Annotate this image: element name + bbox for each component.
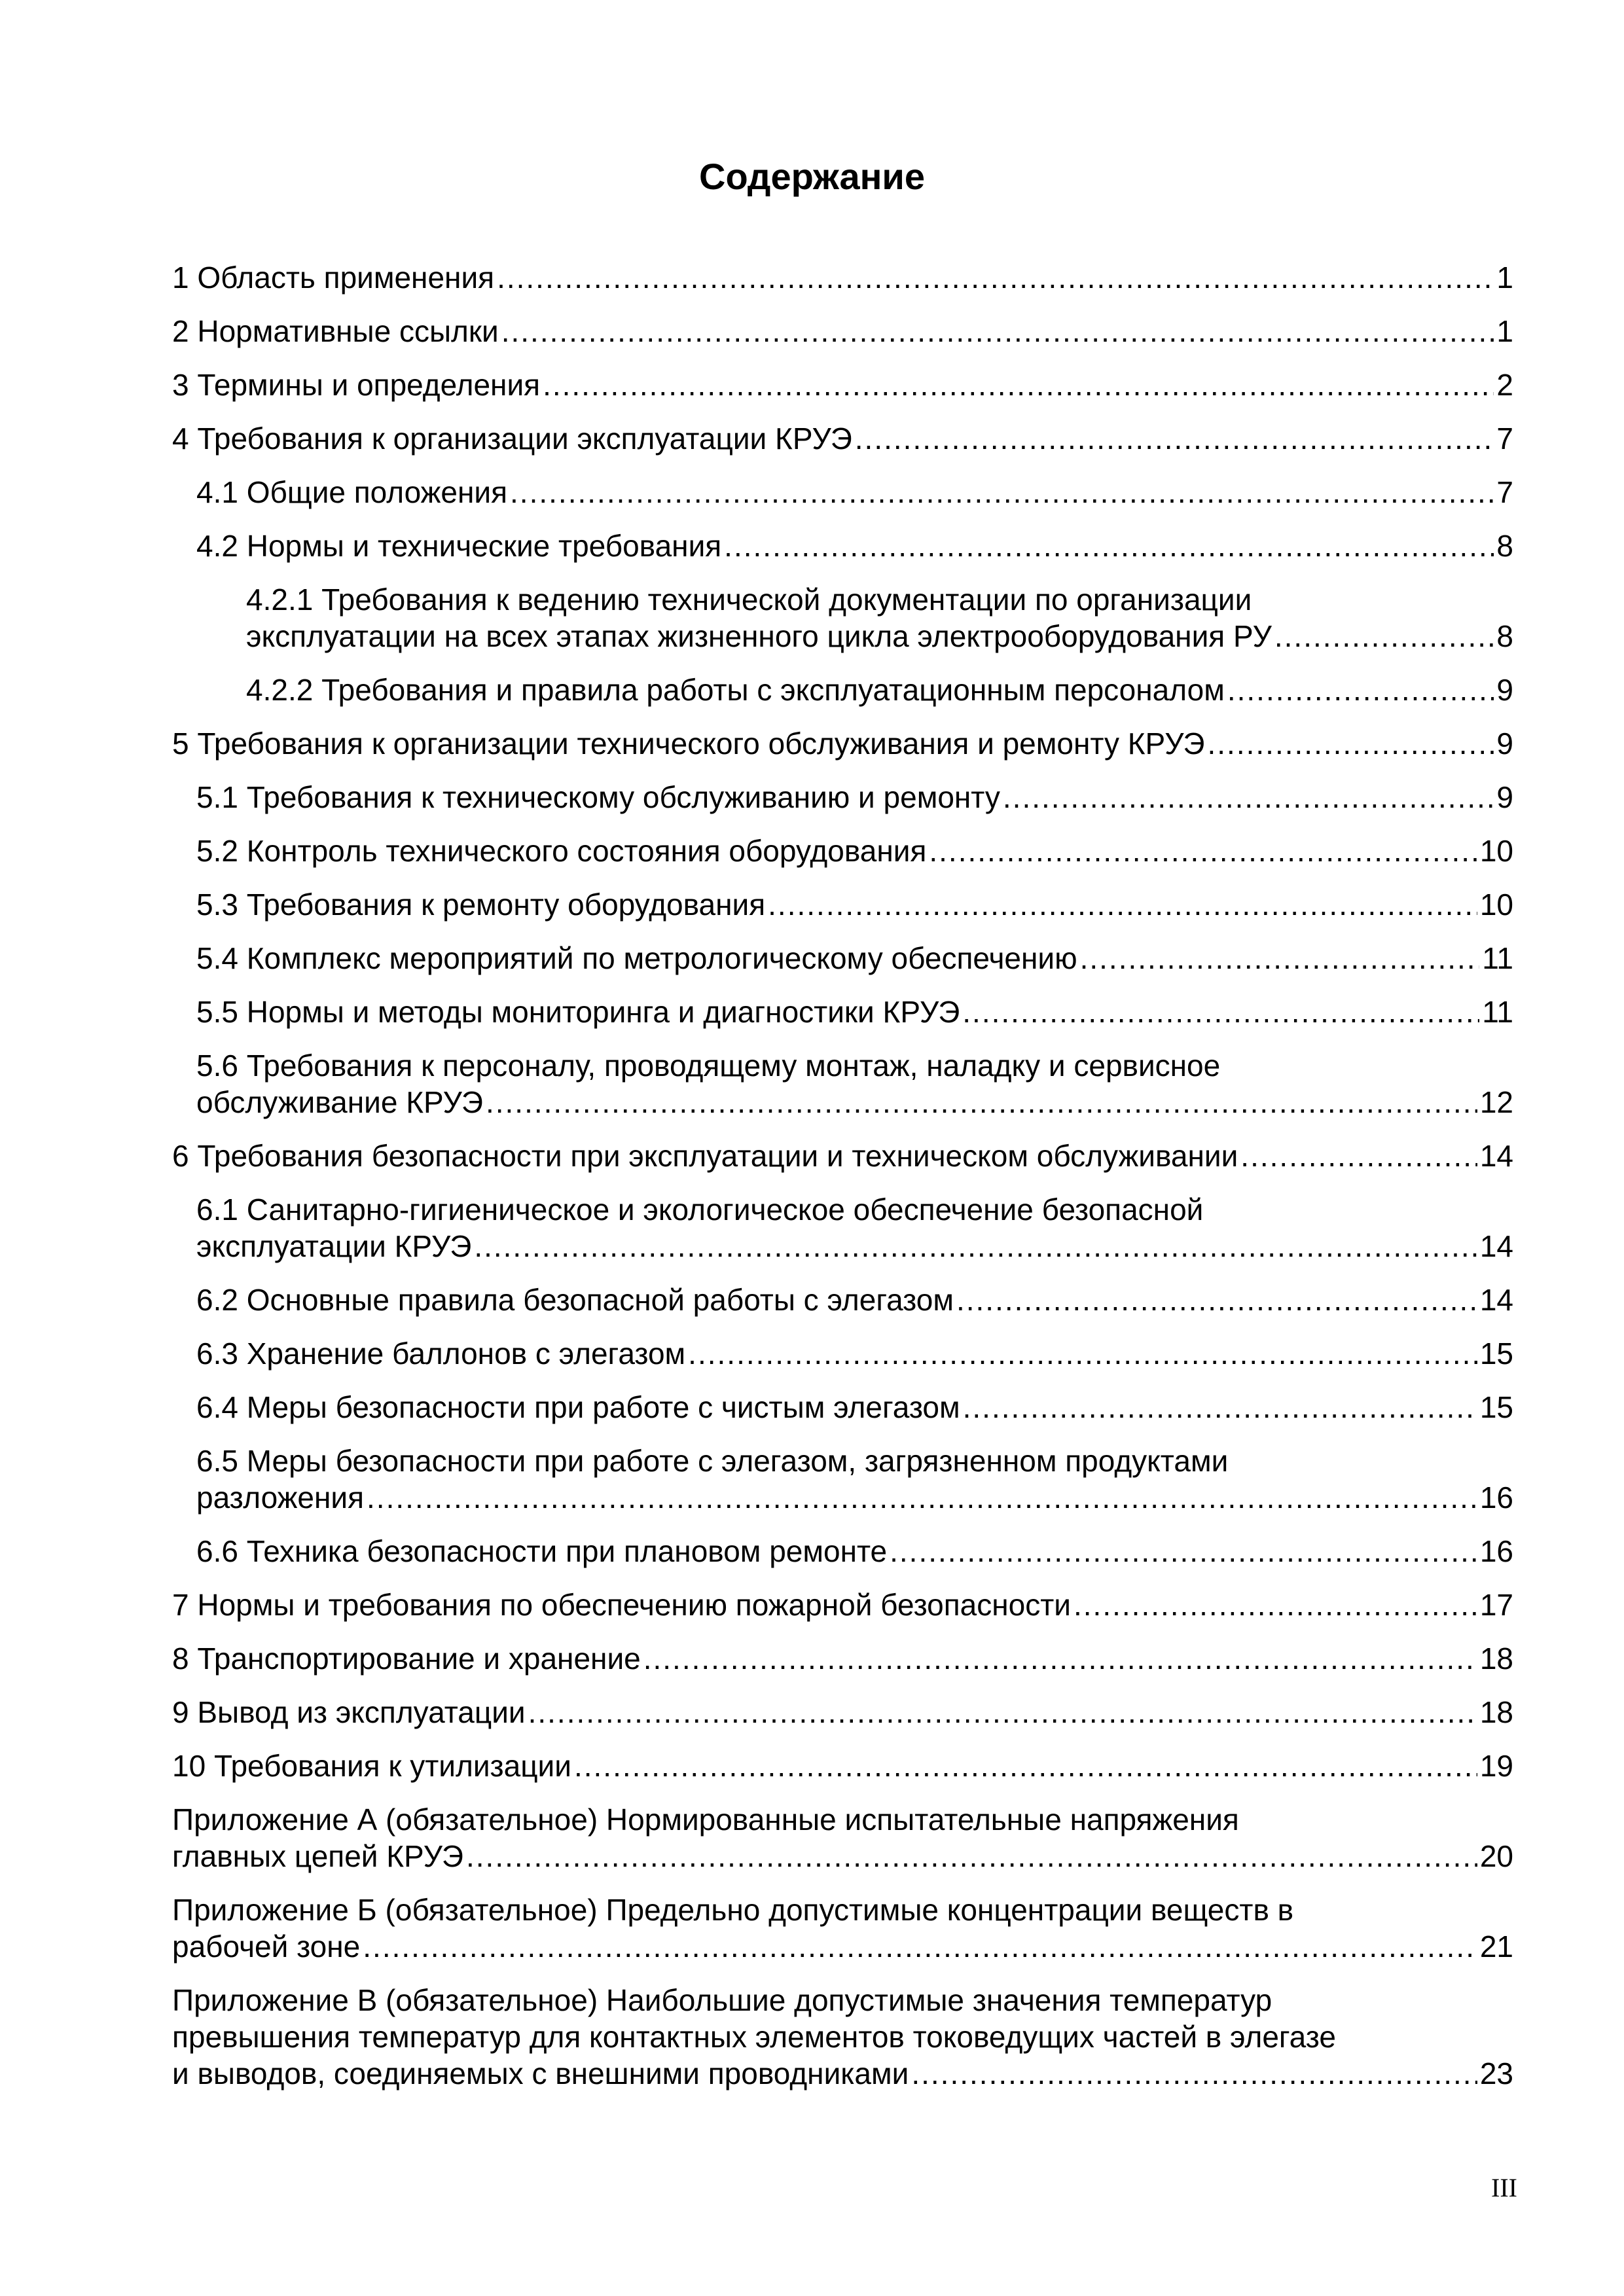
toc-dot-leader <box>363 1928 1477 1965</box>
toc-entry[interactable] <box>196 994 1513 1030</box>
toc-dot-leader <box>543 367 1494 403</box>
toc-page-number: 10 <box>1479 834 1513 868</box>
toc-entry[interactable] <box>172 1138 1513 1174</box>
toc-entry-text: и выводов, соединяемых с внешними проводниками <box>172 2056 909 2090</box>
toc-entry[interactable] <box>172 1892 1513 1965</box>
toc-dot-leader <box>474 1228 1477 1265</box>
toc-entry-text: 6.3 Хранение баллонов с элегазом <box>196 1336 686 1371</box>
toc-entry[interactable] <box>172 1640 1513 1677</box>
toc-entry[interactable] <box>172 367 1513 403</box>
toc-page-number: 1 <box>1496 314 1513 348</box>
page-title: Содержание <box>699 156 925 197</box>
toc-entry-text: 2 Нормативные ссылки <box>172 314 499 348</box>
toc-entry-text: 5 Требования к организации технического обслуживания и ремонту КРУЭ <box>172 726 1205 761</box>
toc-entry-text: 5.3 Требования к ремонту оборудования <box>196 888 766 922</box>
toc-dot-leader <box>855 420 1494 457</box>
toc-entry[interactable] <box>246 672 1513 708</box>
toc-entry-text: 6.2 Основные правила безопасной работы с элегазом <box>196 1283 954 1317</box>
toc-entry[interactable] <box>196 1389 1513 1426</box>
toc-page-number: 16 <box>1479 1480 1513 1515</box>
toc-entry[interactable] <box>172 1587 1513 1623</box>
toc-entry-text: 10 Требования к утилизации <box>172 1749 571 1783</box>
toc-entry-text: 5.5 Нормы и методы мониторинга и диагностики КРУЭ <box>196 995 960 1029</box>
toc-entry[interactable] <box>196 1335 1513 1372</box>
toc-dot-leader <box>929 833 1477 869</box>
toc-entry-text: 5.4 Комплекс мероприятий по метрологическому обеспечению <box>196 941 1077 975</box>
toc-entry[interactable] <box>196 1533 1513 1570</box>
toc-entry[interactable] <box>172 725 1513 762</box>
toc-entry-text: 3 Термины и определения <box>172 368 541 402</box>
toc-entry-text: разложения <box>196 1480 365 1515</box>
toc-entry-text: 5.2 Контроль технического состояния оборудования <box>196 834 927 868</box>
toc-entry[interactable] <box>246 581 1513 655</box>
toc-entry-text: 4.1 Общие положения <box>196 475 508 509</box>
toc-entry[interactable] <box>172 259 1513 296</box>
toc-page-number: 21 <box>1479 1929 1513 1964</box>
toc-page-number: 11 <box>1482 941 1513 975</box>
toc-dot-leader <box>890 1533 1477 1570</box>
toc-dot-leader <box>528 1694 1477 1731</box>
toc-entry-text: 7 Нормы и требования по обеспечению пожарной безопасности <box>172 1588 1071 1622</box>
toc-page-number: 15 <box>1479 1336 1513 1371</box>
toc-dot-leader <box>501 313 1494 350</box>
toc-dot-leader <box>643 1640 1477 1677</box>
toc-dot-leader <box>1003 779 1494 816</box>
toc-page-number: 12 <box>1479 1085 1513 1119</box>
toc-dot-leader <box>497 259 1494 296</box>
toc-page-number: 10 <box>1479 888 1513 922</box>
toc-dot-leader <box>510 474 1494 511</box>
toc-entry-text: эксплуатации КРУЭ <box>196 1229 472 1263</box>
toc-entry[interactable] <box>196 779 1513 816</box>
toc-dot-leader <box>1080 940 1480 977</box>
toc-entry[interactable] <box>196 1047 1513 1121</box>
toc-entry[interactable] <box>196 886 1513 923</box>
toc-entry-text: превышения температур для контактных элементов токоведущих частей в элегазе <box>172 2020 1336 2054</box>
toc-dot-leader <box>1207 725 1494 762</box>
toc-entry[interactable] <box>172 1748 1513 1784</box>
toc-entry-text: 4 Требования к организации эксплуатации КРУЭ <box>172 422 852 456</box>
toc-entry-text: Приложение В (обязательное) Наибольшие допустимые значения температур <box>172 1983 1272 2017</box>
toc-dot-leader <box>688 1335 1477 1372</box>
toc-page-number: 9 <box>1496 780 1513 814</box>
toc-entry[interactable] <box>196 474 1513 511</box>
toc-dot-leader <box>962 994 1479 1030</box>
toc-page-number: 18 <box>1479 1641 1513 1676</box>
toc-page-number: 23 <box>1479 2056 1513 2090</box>
toc-dot-leader <box>724 528 1494 564</box>
toc-page-number: 1 <box>1496 260 1513 295</box>
toc-entry[interactable] <box>172 1694 1513 1731</box>
toc-entry-text: Приложение А (обязательное) Нормированные испытательные напряжения <box>172 1803 1239 1837</box>
toc-entry[interactable] <box>172 1982 1513 2092</box>
toc-page-number: 15 <box>1479 1390 1513 1424</box>
toc-page-number: 20 <box>1479 1839 1513 1873</box>
toc-entry-text: рабочей зоне <box>172 1929 361 1964</box>
toc-page-number: 14 <box>1479 1283 1513 1317</box>
page-number: III <box>1491 2173 1517 2202</box>
toc-entry-text: 4.2.2 Требования и правила работы с эксплуатационным персоналом <box>246 673 1225 707</box>
toc-dot-leader <box>466 1838 1477 1874</box>
toc-dot-leader <box>367 1479 1477 1516</box>
toc-entry[interactable] <box>172 1801 1513 1874</box>
toc-page-number: 18 <box>1479 1695 1513 1729</box>
toc-page-number: 8 <box>1496 529 1513 563</box>
toc-dot-leader <box>768 886 1477 923</box>
toc-dot-leader <box>1240 1138 1477 1174</box>
toc-page-number: 9 <box>1496 726 1513 761</box>
toc-entry[interactable] <box>196 1282 1513 1318</box>
toc-entry-text: 6.1 Санитарно-гигиеническое и экологическое обеспечение безопасной <box>196 1193 1204 1227</box>
toc-page-number: 2 <box>1496 368 1513 402</box>
toc-entry-text: 4.2.1 Требования к ведению технической документации по организации <box>246 583 1252 617</box>
toc-entry-text: 5.6 Требования к персоналу, проводящему монтаж, наладку и сервисное <box>196 1049 1221 1083</box>
toc-dot-leader <box>486 1084 1477 1121</box>
toc-page-number: 11 <box>1482 995 1513 1029</box>
toc-page-number: 8 <box>1496 619 1513 653</box>
toc-entry-text: 4.2 Нормы и технические требования <box>196 529 722 563</box>
toc-entry-text: главных цепей КРУЭ <box>172 1839 463 1873</box>
toc-entry-text: 6.5 Меры безопасности при работе с элегазом, загрязненном продуктами <box>196 1444 1229 1478</box>
toc-entry-text: 6.4 Меры безопасности при работе с чистым элегазом <box>196 1390 960 1424</box>
toc-page-number: 9 <box>1496 673 1513 707</box>
toc-page-number: 7 <box>1496 422 1513 456</box>
toc-page-number: 19 <box>1479 1749 1513 1783</box>
toc-page-number: 14 <box>1479 1139 1513 1173</box>
toc-dot-leader <box>956 1282 1477 1318</box>
toc-entry-text: 9 Вывод из эксплуатации <box>172 1695 526 1729</box>
toc-entry[interactable] <box>196 528 1513 564</box>
toc-dot-leader <box>1074 1587 1477 1623</box>
toc-dot-leader <box>963 1389 1477 1426</box>
toc-page-number: 17 <box>1479 1588 1513 1622</box>
toc-entry-text: 8 Транспортирование и хранение <box>172 1641 641 1676</box>
toc-page-number: 16 <box>1479 1534 1513 1568</box>
toc-entry-text: 5.1 Требования к техническому обслуживанию и ремонту <box>196 780 1000 814</box>
toc-dot-leader <box>1227 672 1494 708</box>
toc-entry[interactable] <box>196 940 1513 977</box>
toc-entry-text: 6.6 Техника безопасности при плановом ремонте <box>196 1534 888 1568</box>
toc-entry[interactable] <box>196 833 1513 869</box>
toc-entry-text: эксплуатации на всех этапах жизненного цикла электрооборудования РУ <box>246 619 1272 653</box>
toc-dot-leader <box>1274 618 1494 655</box>
toc-entry[interactable] <box>196 1191 1513 1265</box>
toc-page-number: 14 <box>1479 1229 1513 1263</box>
toc-dot-leader <box>911 2055 1477 2092</box>
toc-page-number: 7 <box>1496 475 1513 509</box>
toc-entry[interactable] <box>172 313 1513 350</box>
toc-entry[interactable] <box>172 420 1513 457</box>
toc-entry-text: Приложение Б (обязательное) Предельно допустимые концентрации веществ в <box>172 1893 1294 1927</box>
toc-entry-text: 6 Требования безопасности при эксплуатации и техническом обслуживании <box>172 1139 1238 1173</box>
toc-dot-leader <box>574 1748 1477 1784</box>
toc-entry[interactable] <box>196 1443 1513 1516</box>
toc-entry-text: обслуживание КРУЭ <box>196 1085 483 1119</box>
toc-entry-text: 1 Область применения <box>172 260 495 295</box>
